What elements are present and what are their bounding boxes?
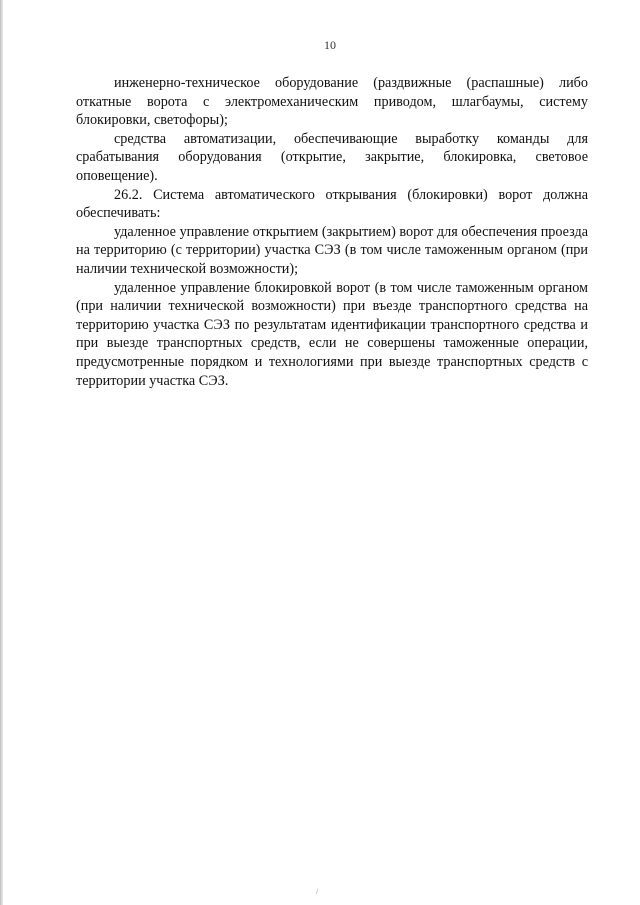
- page-edge-shadow: [0, 0, 3, 905]
- document-body: [76, 74, 588, 390]
- paragraph-automation-means: средства автоматизации, обеспечивающие выработку команды для срабатывания оборудования (открытие, закрытие, блокировка, световое оповещение).: [76, 130, 588, 184]
- paragraph-remote-gate-blocking: удаленное управление блокировкой ворот (в том числе таможенным органом (при наличии технической возможности) при въезде транспортного средства на территорию участка СЭЗ по результатам идентификации транспортного средства и при выезде транспортных средств, если не совершены таможенные операции, предусмотренные порядком и технологиями при выезде транспортных средств с территории участка СЭЗ.: [76, 279, 588, 389]
- paragraph-engineering-equipment: инженерно-техническое оборудование (раздвижные (распашные) либо откатные ворота с электромеханическим приводом, шлагбаумы, систему блокировки, светофоры);: [76, 75, 588, 129]
- paragraph-remote-gate-control: удаленное управление открытием (закрытием) ворот для обеспечения проезда на территорию (с территории) участка СЭЗ (в том числе таможенным органом (при наличии технической возможности);: [76, 223, 588, 277]
- page-number: 10: [324, 38, 336, 52]
- paragraph-section-26-2: 26.2. Система автоматического открывания (блокировки) ворот должна обеспечивать:: [76, 186, 588, 222]
- bottom-mark: /: [316, 887, 319, 896]
